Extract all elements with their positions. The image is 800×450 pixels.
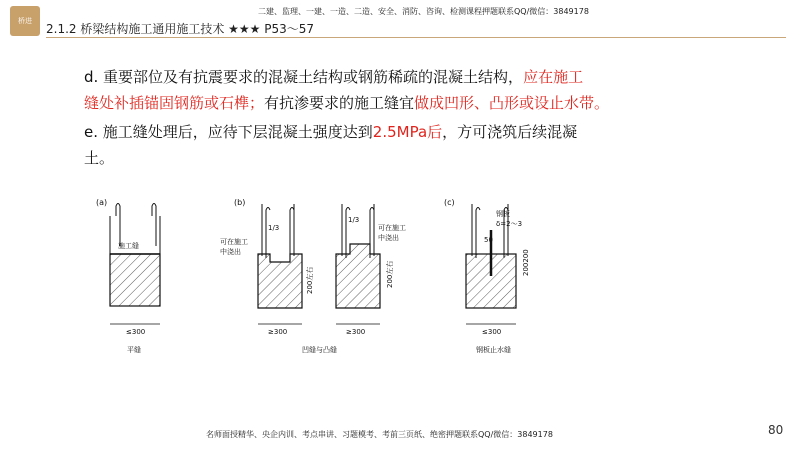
footer-notice: 名师面授精华、央企内训、考点串讲、习题模考、考前三页纸、绝密押题联系QQ/微信：3849178: [206, 430, 553, 439]
c-delta: δ=2～3: [496, 220, 523, 228]
highlight-d-1b: 应在施工: [523, 68, 584, 86]
c-width: ≤300: [482, 328, 502, 336]
page-number: 80: [768, 423, 784, 437]
b-caption: 凹缝与凸缝: [302, 346, 337, 354]
construction-joint-figure: [80, 196, 580, 356]
text-d-1a: d. 重要部位及有抗震要求的混凝土结构或钢筋稀疏的混凝土结构，: [84, 68, 524, 86]
b-third-1: 1/3: [268, 224, 280, 232]
label-b: (b): [234, 198, 246, 207]
a-width: ≤300: [126, 328, 146, 336]
paragraph-d-line-2: [84, 90, 609, 116]
logo-text: 桥进: [18, 17, 32, 25]
diagram-b-concave-convex: [220, 198, 406, 354]
highlight-e-1b: 2.5MPa后: [372, 123, 443, 141]
b-dim-1: 200左右: [306, 266, 314, 294]
text-d-2b: 有抗渗要求的施工缝宜: [264, 94, 415, 112]
b-width-2: ≥300: [346, 328, 366, 336]
a-joint-label: 施工缝: [118, 242, 139, 250]
b-dim-2: 200左右: [386, 260, 394, 288]
paragraph-e-line-1: [84, 119, 577, 145]
paragraph-d-line-1: [84, 64, 583, 90]
c-dim: 200200: [522, 249, 530, 276]
b-right-note-2: 中浇出: [378, 234, 399, 242]
a-caption: 平缝: [127, 346, 141, 354]
label-a: (a): [96, 198, 108, 207]
b-width-1: ≥300: [268, 328, 288, 336]
diagram-a-flat-joint: [96, 198, 160, 354]
label-c: (c): [444, 198, 455, 207]
header-divider: [46, 37, 786, 38]
c-50: 50: [484, 236, 493, 244]
highlight-d-2c: 做成凹形、凸形或设止水带。: [414, 94, 610, 112]
c-plate: 钢板: [496, 210, 510, 218]
c-caption: 钢板止水缝: [476, 346, 511, 354]
b-left-note-2: 中浇出: [220, 248, 241, 256]
diagram-c-steel-plate: [444, 198, 530, 354]
highlight-d-2a: 缝处补插锚固钢筋或石榫；: [84, 94, 265, 112]
b-third-2: 1/3: [348, 216, 360, 224]
paragraph-e-line-2: 土。: [84, 149, 115, 167]
b-left-note-1: 可在施工: [220, 238, 248, 246]
header-notice: 二建、监理、一建、一造、二造、安全、消防、咨询、检测课程押题联系QQ/微信：3849178: [258, 7, 589, 16]
brand-logo: [10, 6, 40, 36]
text-e-1c: ，方可浇筑后续混凝: [442, 123, 578, 141]
page-title: 2.1.2 桥梁结构施工通用施工技术 ★★★ P53～57: [46, 22, 315, 36]
text-e-1a: e. 施工缝处理后，应待下层混凝土强度达到: [84, 123, 373, 141]
b-right-note-1: 可在施工: [378, 224, 406, 232]
